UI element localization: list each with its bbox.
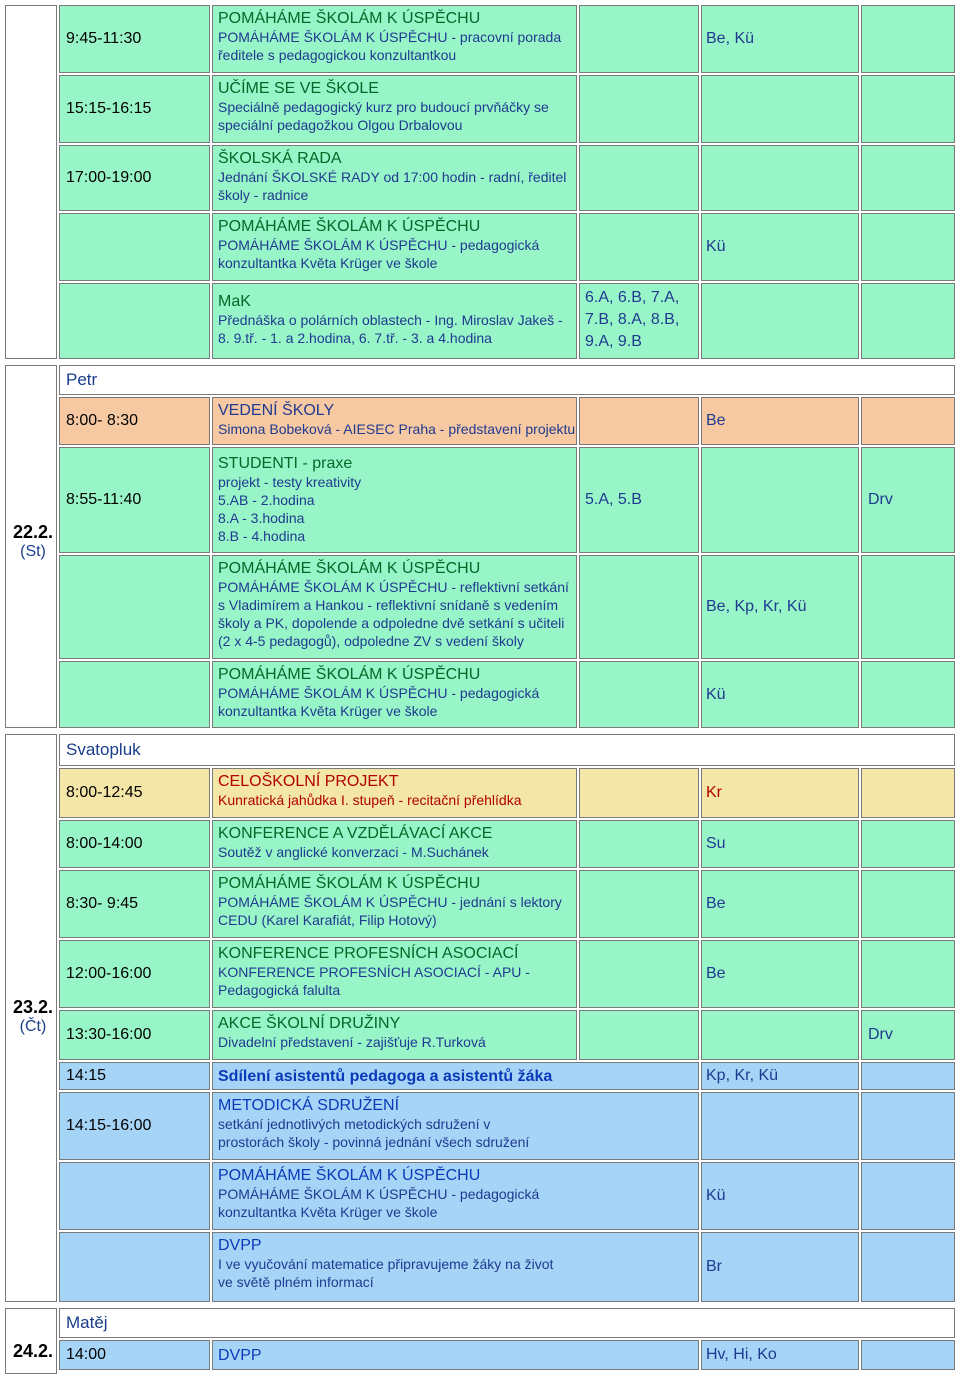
date-column-23 (5, 734, 57, 1302)
drv-cell (861, 661, 955, 728)
event-title: ŠKOLSKÁ RADA (218, 150, 342, 167)
weekday-label: (St) (20, 543, 46, 560)
classes-cell (579, 768, 699, 818)
drv-cell: Drv (861, 1010, 955, 1060)
who-cell: Be (701, 870, 859, 938)
event-title: CELOŠKOLNÍ PROJEKT (218, 773, 399, 790)
classes-cell: 6.A, 6.B, 7.A, 7.B, 8.A, 8.B, 9.A, 9.B (579, 283, 699, 359)
time-cell: 14:15-16:00 (59, 1092, 210, 1160)
time-cell: 8:55-11:40 (59, 447, 210, 553)
who-cell (701, 1092, 859, 1160)
event-description: I ve vyučování matematice připravujeme žáky na život ve světě plném informací (218, 1256, 554, 1290)
classes-cell (579, 145, 699, 211)
date-column-24 (5, 1308, 57, 1374)
event-description: Divadelní představení - zajišťuje R.Turková (218, 1034, 486, 1050)
classes-cell (579, 661, 699, 728)
event-cell[interactable] (212, 75, 577, 143)
event-description: projekt - testy kreativity 5.AB - 2.hodina 8.A - 3.hodina 8.B - 4.hodina (218, 474, 362, 544)
time-cell: 14:00 (59, 1340, 210, 1370)
who-cell (701, 447, 859, 553)
event-cell[interactable] (212, 213, 577, 281)
event-title: POMÁHÁME ŠKOLÁM K ÚSPĚCHU (218, 1167, 481, 1184)
event-title: KONFERENCE PROFESNÍCH ASOCIACÍ (218, 945, 519, 962)
event-description: POMÁHÁME ŠKOLÁM K ÚSPĚCHU - pedagogická konzultantka Květa Krüger ve škole (218, 1186, 540, 1220)
classes-cell (579, 1010, 699, 1060)
event-description: KONFERENCE PROFESNÍCH ASOCIACÍ - APU - Pedagogická falulta (218, 964, 530, 998)
time-cell: 8:00- 8:30 (59, 397, 210, 445)
event-cell[interactable] (212, 1232, 699, 1302)
event-title: METODICKÁ SDRUŽENÍ (218, 1097, 400, 1114)
time-cell: 17:00-19:00 (59, 145, 210, 211)
who-cell: Kr (701, 768, 859, 818)
nameday-row: Petr (59, 365, 955, 395)
drv-cell (861, 1062, 955, 1090)
drv-cell (861, 940, 955, 1008)
event-cell[interactable] (212, 1010, 577, 1060)
event-cell[interactable] (212, 661, 577, 728)
time-cell: 8:00-12:45 (59, 768, 210, 818)
classes-cell (579, 820, 699, 868)
event-cell[interactable] (212, 555, 577, 659)
event-description: Soutěž v anglické konverzaci - M.Suchánek (218, 844, 489, 860)
date-column-21 (5, 5, 57, 359)
time-cell (59, 213, 210, 281)
time-cell: 8:00-14:00 (59, 820, 210, 868)
drv-cell (861, 870, 955, 938)
event-cell[interactable] (212, 820, 577, 868)
who-cell: Br (701, 1232, 859, 1302)
event-description: Speciálně pedagogický kurz pro budoucí prvňáčky se speciální pedagožkou Olgou Drbalovou (218, 99, 549, 133)
event-cell[interactable] (212, 447, 577, 553)
event-title: STUDENTI - praxe (218, 455, 353, 472)
time-cell (59, 661, 210, 728)
time-cell: 13:30-16:00 (59, 1010, 210, 1060)
drv-cell (861, 1340, 955, 1370)
who-cell: Kü (701, 661, 859, 728)
time-cell (59, 283, 210, 359)
time-cell (59, 1162, 210, 1230)
event-title: POMÁHÁME ŠKOLÁM K ÚSPĚCHU (218, 875, 481, 892)
time-cell: 12:00-16:00 (59, 940, 210, 1008)
event-description: Přednáška o polárních oblastech - Ing. Miroslav Jakeš - 8. 9.tř. - 1. a 2.hodina, 6. 7.tř. - 3. a 4.hodina (218, 312, 563, 346)
who-cell: Hv, Hi, Ko (701, 1340, 859, 1370)
weekday-label: (Čt) (19, 1018, 47, 1035)
who-cell: Kp, Kr, Kü (701, 1062, 859, 1090)
who-cell: Be (701, 940, 859, 1008)
drv-cell (861, 75, 955, 143)
drv-cell (861, 5, 955, 73)
time-cell (59, 1232, 210, 1302)
classes-cell (579, 213, 699, 281)
event-description: POMÁHÁME ŠKOLÁM K ÚSPĚCHU - pedagogická konzultantka Květa Krüger ve škole (218, 685, 540, 719)
nameday-row: Svatopluk (59, 734, 955, 766)
drv-cell (861, 397, 955, 445)
event-description: setkání jednotlivých metodických sdružení v prostorách školy - povinná jednání všech sdružení (218, 1116, 530, 1150)
who-cell: Be, Kü (701, 5, 859, 73)
who-cell (701, 75, 859, 143)
date-label: 24.2. (12, 1341, 54, 1361)
event-title: DVPP (218, 1237, 262, 1254)
drv-cell (861, 820, 955, 868)
event-description: POMÁHÁME ŠKOLÁM K ÚSPĚCHU - reflektivní setkání s Vladimírem a Hankou - reflektivní snídaně s vedením školy a PK, dopolende a odpoledne dvě setkání s učiteli (2 x 4-5 pedagogů), odpoledne ZV s vedení školy (218, 579, 569, 649)
drv-cell (861, 1092, 955, 1160)
who-cell (701, 283, 859, 359)
event-title: Sdílení asistentů pedagoga a asistentů žáka (218, 1068, 553, 1085)
event-cell[interactable] (212, 397, 577, 445)
drv-cell (861, 1162, 955, 1230)
event-cell[interactable] (212, 145, 577, 211)
event-cell[interactable] (212, 870, 577, 938)
event-description: POMÁHÁME ŠKOLÁM K ÚSPĚCHU - pedagogická konzultantka Květa Krüger ve škole (218, 237, 540, 271)
drv-cell: Drv (861, 447, 955, 553)
event-title: POMÁHÁME ŠKOLÁM K ÚSPĚCHU (218, 10, 481, 27)
drv-cell (861, 213, 955, 281)
time-cell (59, 555, 210, 659)
who-cell: Be, Kp, Kr, Kü (701, 555, 859, 659)
who-cell: Kü (701, 1162, 859, 1230)
event-title: POMÁHÁME ŠKOLÁM K ÚSPĚCHU (218, 666, 481, 683)
classes-cell (579, 870, 699, 938)
event-cell[interactable] (212, 1340, 699, 1370)
classes-cell (579, 397, 699, 445)
drv-cell (861, 1232, 955, 1302)
event-description: Jednání ŠKOLSKÉ RADY od 17:00 hodin - radní, ředitel školy - radnice (218, 169, 567, 203)
classes-cell: 5.A, 5.B (579, 447, 699, 553)
event-title: POMÁHÁME ŠKOLÁM K ÚSPĚCHU (218, 218, 481, 235)
drv-cell (861, 555, 955, 659)
event-description: Kunratická jahůdka I. stupeň - recitační přehlídka (218, 792, 522, 808)
classes-cell (579, 940, 699, 1008)
who-cell (701, 1010, 859, 1060)
classes-cell (579, 5, 699, 73)
event-title: DVPP (218, 1347, 262, 1364)
classes-cell (579, 75, 699, 143)
who-cell: Be (701, 397, 859, 445)
drv-cell (861, 283, 955, 359)
event-title: KONFERENCE A VZDĚLÁVACÍ AKCE (218, 825, 493, 842)
event-cell[interactable] (212, 768, 577, 818)
event-title: POMÁHÁME ŠKOLÁM K ÚSPĚCHU (218, 560, 481, 577)
event-cell[interactable] (212, 1162, 699, 1230)
event-cell[interactable] (212, 1062, 699, 1090)
who-cell: Kü (701, 213, 859, 281)
date-label: 22.2. (12, 522, 54, 542)
event-description: Simona Bobeková - AIESEC Praha - představení projektu (218, 421, 576, 437)
nameday-row: Matěj (59, 1308, 955, 1338)
event-title: UČÍME SE VE ŠKOLE (218, 80, 379, 97)
time-cell: 8:30- 9:45 (59, 870, 210, 938)
event-title: MaK (218, 293, 251, 310)
drv-cell (861, 768, 955, 818)
event-cell[interactable] (212, 1092, 699, 1160)
event-cell[interactable] (212, 283, 577, 359)
time-cell: 14:15 (59, 1062, 210, 1090)
event-description: POMÁHÁME ŠKOLÁM K ÚSPĚCHU - jednání s lektory CEDU (Karel Karafiát, Filip Hotový) (218, 894, 562, 928)
date-label: 23.2. (12, 997, 54, 1017)
classes-cell (579, 555, 699, 659)
who-cell (701, 145, 859, 211)
date-column-22 (5, 365, 57, 728)
event-cell[interactable] (212, 940, 577, 1008)
event-cell[interactable] (212, 5, 577, 73)
event-description: POMÁHÁME ŠKOLÁM K ÚSPĚCHU - pracovní porada ředitele s pedagogickou konzultantkou (218, 29, 562, 63)
time-cell: 15:15-16:15 (59, 75, 210, 143)
who-cell: Su (701, 820, 859, 868)
time-cell: 9:45-11:30 (59, 5, 210, 73)
event-title: VEDENÍ ŠKOLY (218, 402, 335, 419)
event-title: AKCE ŠKOLNÍ DRUŽINY (218, 1015, 401, 1032)
drv-cell (861, 145, 955, 211)
